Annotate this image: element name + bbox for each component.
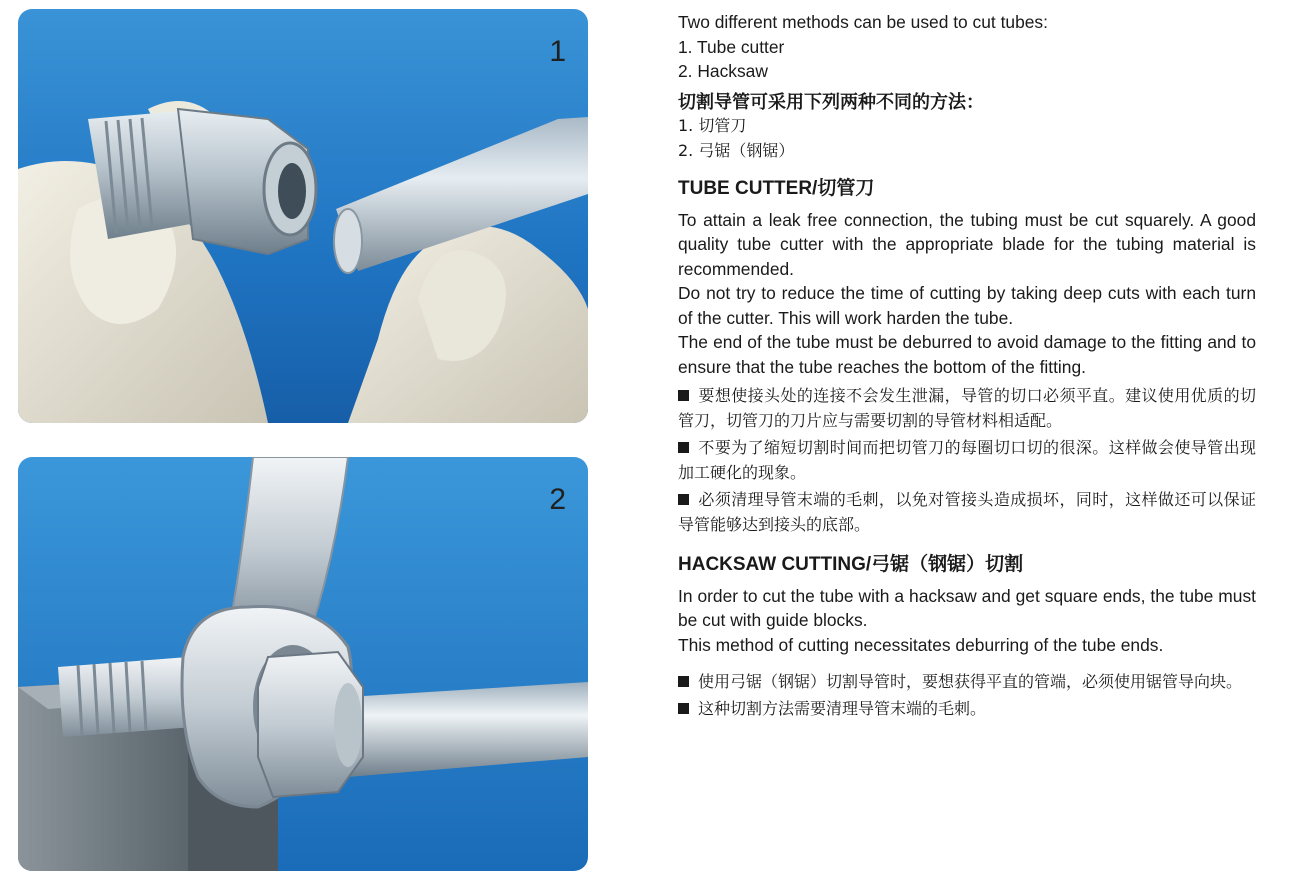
- bullet-text: 不要为了缩短切割时间而把切管刀的每圈切口切的很深。这样做会使导管出现加工硬化的现象。: [678, 438, 1256, 482]
- tube-cutter-zh-bullet: [678, 487, 1256, 537]
- photo-wrench-and-vise: [18, 457, 588, 871]
- hacksaw-heading: HACKSAW CUTTING/弓锯（钢锯）切割: [678, 554, 1024, 575]
- hacksaw-zh-bullet: [678, 696, 1256, 721]
- hacksaw-paragraph: In order to cut the tube with a hacksaw and get square ends, the tube must be cut with guide blocks.: [678, 585, 1256, 630]
- bullet-square-icon: [678, 442, 689, 453]
- spacer: [678, 657, 1256, 667]
- bullet-square-icon: [678, 494, 689, 505]
- tube-cutter-paragraph: Do not try to reduce the time of cutting by taking deep cuts with each turn of the cutter. This will work harden the tube.: [678, 283, 1256, 328]
- tube-cutter-zh-bullet: [678, 383, 1256, 433]
- tube-cutter-paragraph: To attain a leak free connection, the tubing must be cut squarely. A good quality tube cutter with the appropriate blade for the tubing material is recommended.: [678, 209, 1256, 279]
- tube-cutter-paragraph: The end of the tube must be deburred to avoid damage to the fitting and to ensure that the tube reaches the bottom of the fitting.: [678, 332, 1256, 377]
- intro-line: Two different methods can be used to cut tubes:: [678, 12, 1048, 32]
- photo-number: 2: [549, 483, 566, 516]
- text-column: [678, 10, 1256, 721]
- intro-zh-item: 1. 切管刀: [678, 116, 747, 135]
- tube-cutter-heading: TUBE CUTTER/切管刀: [678, 178, 875, 199]
- photo-tube-and-fitting: [18, 9, 588, 423]
- intro-item: 1. Tube cutter: [678, 36, 785, 57]
- bullet-square-icon: [678, 703, 689, 714]
- hacksaw-paragraph: This method of cutting necessitates deburring of the tube ends.: [678, 634, 1164, 655]
- photo-1-illustration: [18, 9, 588, 423]
- bullet-text: 要想使接头处的连接不会发生泄漏，导管的切口必须平直。建议使用优质的切管刀，切管刀的刀片应与需要切割的导管材料相适配。: [678, 386, 1256, 430]
- bullet-text: 必须清理导管末端的毛刺，以免对管接头造成损坏，同时，这样做还可以保证导管能够达到接头的底部。: [678, 490, 1256, 534]
- bullet-text: 这种切割方法需要清理导管末端的毛刺。: [698, 699, 987, 718]
- hacksaw-zh-bullet: [678, 669, 1256, 694]
- bullet-square-icon: [678, 676, 689, 687]
- photo-2-illustration: [18, 457, 588, 871]
- photo-number: 1: [549, 35, 566, 68]
- intro-zh-item: 2. 弓锯（钢锯）: [678, 140, 795, 160]
- bullet-text: 使用弓锯（钢锯）切割导管时，要想获得平直的管端，必须使用锯管导向块。: [698, 672, 1243, 691]
- tube-cutter-zh-bullet: [678, 435, 1256, 485]
- intro-zh-title: 切割导管可采用下列两种不同的方法：: [678, 91, 984, 112]
- bullet-square-icon: [678, 390, 689, 401]
- intro-item: 2. Hacksaw: [678, 61, 768, 81]
